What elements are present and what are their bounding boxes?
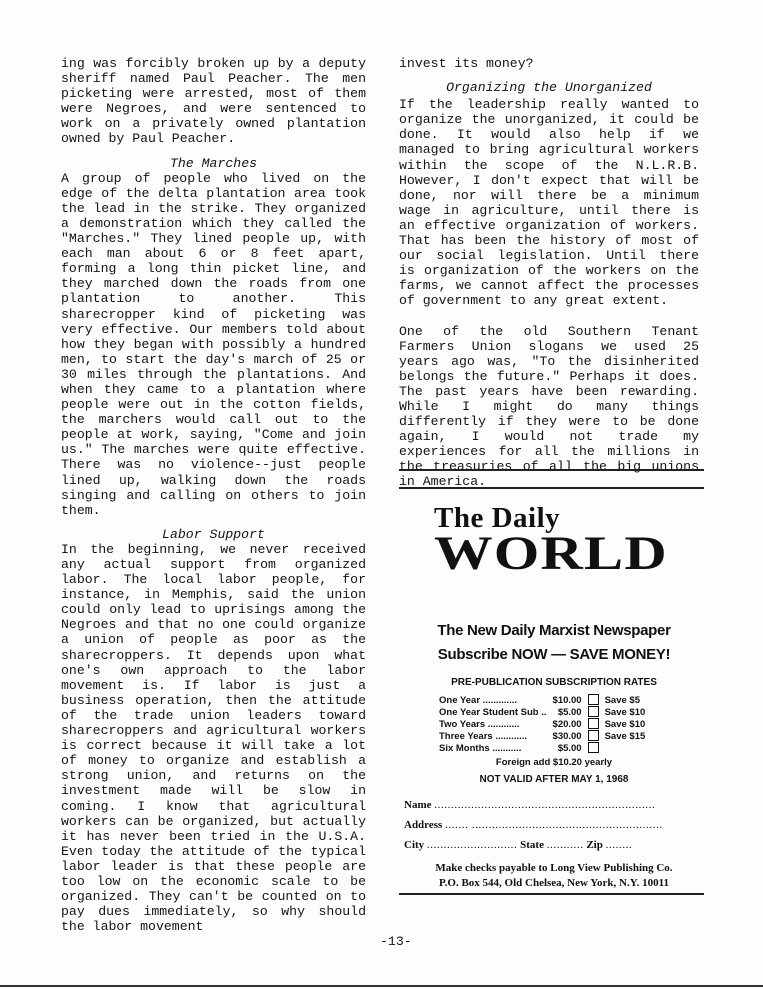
page-bottom-rule [0,985,763,987]
rate-price: $5.00 [557,706,582,718]
dotted-line: ....... ......................................................... [445,819,663,831]
dotted-line: ........... [546,839,584,851]
rate-savings: Save $15 [604,730,646,742]
rate-row [436,742,648,754]
rate-term: One Year Student Sub .. [439,706,547,718]
page-number: -13- [380,934,412,949]
rate-savings: Save $5 [604,694,640,706]
right-column [399,56,699,490]
city-label: City [404,839,425,851]
not-valid-notice: NOT VALID AFTER MAY 1, 1968 [479,774,629,785]
section-heading-marches: The Marches [169,155,258,171]
ad-tagline: The New Daily Marxist Newspaper [437,622,671,639]
paragraph: One of the old Southern Tenant Farmers Union slogans we used 25 years ago was, "To the disinherited belongs the future." Perhaps it does. The past years have been rewarding. While I might do many things differently if they were to be done again, I would not trade my experiences for all the millions in the treasuries of all the big unions in America. [399,323,699,490]
ad-subscribe-line: Subscribe NOW — SAVE MONEY! [437,646,671,663]
rate-term: One Year ............. [439,694,517,706]
checkbox-icon[interactable] [588,718,599,729]
paragraph: If the leadership really wanted to organize the unorganized, it could be done. It would also help if we managed to bring agricultural workers within the scope of the N.L.R.B. However, I don't expect that will be done, nor will there be a minimum wage in agriculture, until there is an effective organization of workers. That has been the history of most of our social legislation. Until there is organization of the workers on the farms, we cannot affect the processes of government to any great extent. [399,97,699,309]
city-state-zip-field [404,839,704,851]
daily-world-advertisement [404,504,704,891]
rate-price: $10.00 [552,694,582,706]
paragraph: A group of people who lived on the edge of the delta plantation area took the lead in the strike. They organized a demonstration which they called the "Marches." They lined people up, with each man about 6 or 8 feet apart, forming a long thin picket line, and they marched down the roads from one plantation to another. This sharecropper kind of picketing was very effective. Our members told about how they began with possibly a hundred men, to start the day's march of 25 or 30 miles through the plantations. And when they came to a plantation where people were out in the cotton fields, the marchers would call out to the people at work, saying, "Come and join us." The marches were quite effective. There was no violence--just people lined up, walking down the roads singing and calling on others to join them. [61,170,366,518]
divider-rule [399,469,704,471]
rate-savings: Save $10 [604,706,646,718]
rate-savings [602,742,649,754]
name-label: Name [404,799,432,811]
rate-checkbox[interactable] [585,694,602,706]
name-field [404,799,704,811]
rate-row [436,706,648,718]
paragraph: ing was forcibly broken up by a deputy sheriff named Paul Peacher. The men picketing were arrested, most of them were Negroes, and were sentenced to work on a privately owned plantation owned by Paul Peacher. [61,56,366,147]
paragraph: In the beginning, we never received any actual support from organized labor. The local labor people, for instance, in Memphis, said the union could only lead to uprisings among the Negroes and that no one could organize a union of people as poor as the sharecroppers. It depends upon what one's own approach to the labor movement is. If labor is just a business operation, then the attitude of the trade union leaders toward sharecroppers and agricultural workers is correct because it will take a lot of money to organize and establish a strong union, and returns on the investment made will be slow in coming. I know that agricultural workers can be organized, but actually it has never been tried in the U.S.A. Even today the attitude of the typical labor leader is that these people are too low on the economic scale to be organized. They can't be counted on to pay dues immediately, so why should the labor movement [61,541,366,935]
rate-row [436,718,648,730]
rate-checkbox[interactable] [585,730,602,742]
dotted-line: ........ [605,839,633,851]
rate-price: $20.00 [552,718,582,730]
rate-checkbox[interactable] [585,706,602,718]
checkbox-icon[interactable] [588,706,599,717]
checkbox-icon[interactable] [588,742,599,753]
logo-line-1: The Daily [434,502,561,534]
checkbox-icon[interactable] [588,730,599,741]
dotted-line: .................................................................. [434,799,656,811]
rate-price: $5.00 [557,742,582,754]
rate-term: Three Years ............ [439,730,528,742]
rate-savings: Save $10 [604,718,646,730]
section-heading-labor-support: Labor Support [162,526,265,542]
checkbox-icon[interactable] [588,694,599,705]
state-label: State [520,839,544,851]
foreign-rate: Foreign add $10.20 yearly [495,757,613,768]
rate-row [436,730,648,742]
rates-title: PRE-PUBLICATION SUBSCRIPTION RATES [451,677,657,688]
paragraph: invest its money? [399,56,534,71]
rate-checkbox[interactable] [585,718,602,730]
po-box-line: P.O. Box 544, Old Chelsea, New York, N.Y. 10011 [438,877,670,889]
payment-instructions [404,861,704,891]
rate-price: $30.00 [552,730,582,742]
zip-label: Zip [586,839,603,851]
rate-row [436,694,648,706]
address-field [404,819,704,831]
address-label: Address [404,819,443,831]
divider-rule [399,893,704,895]
rate-term: Six Months ........... [439,742,522,754]
section-heading-organizing: Organizing the Unorganized [446,80,652,96]
divider-rule [399,487,704,489]
rate-checkbox[interactable] [585,742,602,754]
logo-line-2: WORLD [434,527,668,580]
dotted-line: ........................... [426,839,518,851]
rate-term: Two Years ............ [439,718,520,730]
make-checks-line: Make checks payable to Long View Publishing Co. [435,862,673,874]
left-column [61,56,366,934]
rates-table [436,694,648,754]
